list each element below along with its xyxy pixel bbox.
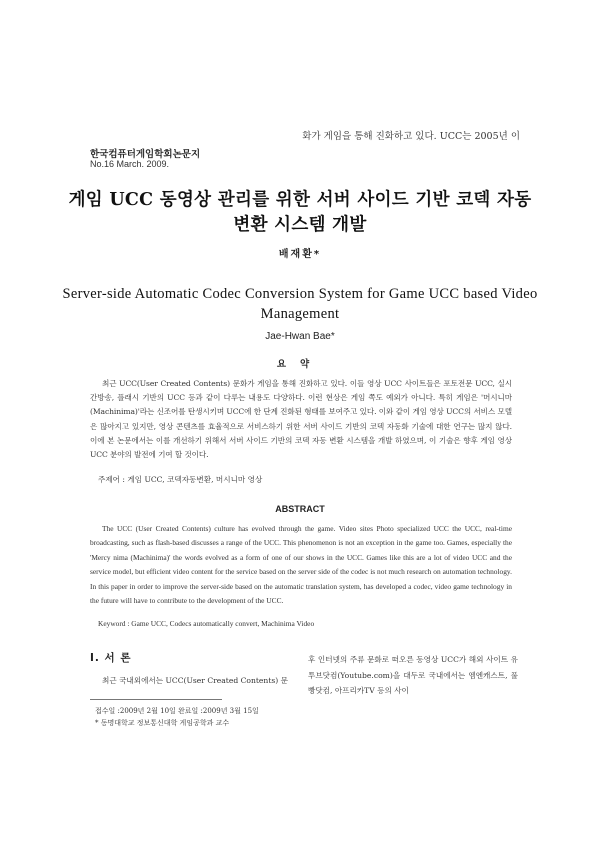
author-korean: 배재환* xyxy=(278,249,322,260)
introduction-left-column: 최근 국내외에서는 UCC(User Created Contents) 문 xyxy=(102,676,288,685)
journal-name: 한국컴퓨터게임학회논문지 xyxy=(90,149,201,160)
author-english: Jae-Hwan Bae* xyxy=(265,331,335,342)
keywords-english: Keyword : Game UCC, Codecs automatically convert, Machinima Video xyxy=(98,619,315,628)
abstract-korean-body: 최근 UCC(User Created Contents) 문화가 게임을 통해 진화하고 있다. 이들 영상 UCC 사이트들은 포토전문 UCC, 실시간방송, 플래시 기반의 UCC 등과 같이 다루는 내용도 다양하다. 이런 현상은 게임 쪽도 예외가 아니다. 특히 게임은 '머시니마(Machinima)'라는 신조어를 탄생시키며 UCC에 한 단계 진화된 형태를 보여주고 있다. 이와 같이 게임 영상 UCC의 서비스 모델은 많아지고 있지만, 영상 콘텐츠를 효율적으로 서비스하기 위한 서버 사이드 기반의 코덱 자동화 기술에 대한 연구는 많지 않다. 이에 본 논문에서는 이를 개선하기 위해서 서버 사이드 기반의 코덱 자동 변환 시스템을 개발 하였으며, 이 기술은 향후 게임 영상 UCC 분야의 발전에 기여 할 것이다. xyxy=(90,379,512,460)
journal-issue: No.16 March. 2009. xyxy=(90,159,170,169)
abstract-korean-heading: 요약 xyxy=(276,359,324,370)
keywords-korean: 주제어 : 게임 UCC, 코덱자동변환, 머시니마 영상 xyxy=(98,475,263,484)
paper-title-english: Server-side Automatic Codec Conversion System for Game UCC based Video Management xyxy=(62,286,538,322)
abstract-english-heading: ABSTRACT xyxy=(275,504,325,514)
abstract-english-body: The UCC (User Created Contents) culture has evolved through the game. Video sites Photo specialized UCC the UCC, real-time broadcasting, such as flash-based discusses a range of the UCC. This phenomenon is not an exception in the game too. Games, especially the 'Mercy nima (Machinima)' the words evolved as a form of one of our shows in the UCC. Games like this are a lot of video UCC and the service model, but efficient video content for the service based on the server side of the codec is not much research on automation technology. In this paper in order to improve the server-side based on the automatic translation system, has developed a codec, video game technology in the future will have to contribute to the development of the UCC. xyxy=(90,524,512,606)
section-heading-introduction: Ⅰ. 서 론 xyxy=(90,652,132,664)
footnote-divider xyxy=(90,699,222,700)
introduction-right-column: 후 인터넷의 주류 문화로 떠오른 동영상 UCC가 해외 사이트 유투브닷컴(Youtube.com)을 대두로 국내에서는 엠엔캐스트, 풀빵닷컴, 아프리카TV 등의 사이 xyxy=(308,655,518,695)
footnote-affiliation: * 동명대학교 정보통신대학 게임공학과 교수 xyxy=(95,719,230,727)
footnote-dates: 접수일 :2009년 2월 10일 완료일 :2009년 3월 15일 xyxy=(95,707,259,715)
running-head: 화가 게임을 통해 진화하고 있다. UCC는 2005년 이 xyxy=(302,131,520,142)
paper-title-korean: 게임 UCC 동영상 관리를 위한 서버 사이드 기반 코덱 자동 변환 시스템 개발 xyxy=(68,190,532,235)
